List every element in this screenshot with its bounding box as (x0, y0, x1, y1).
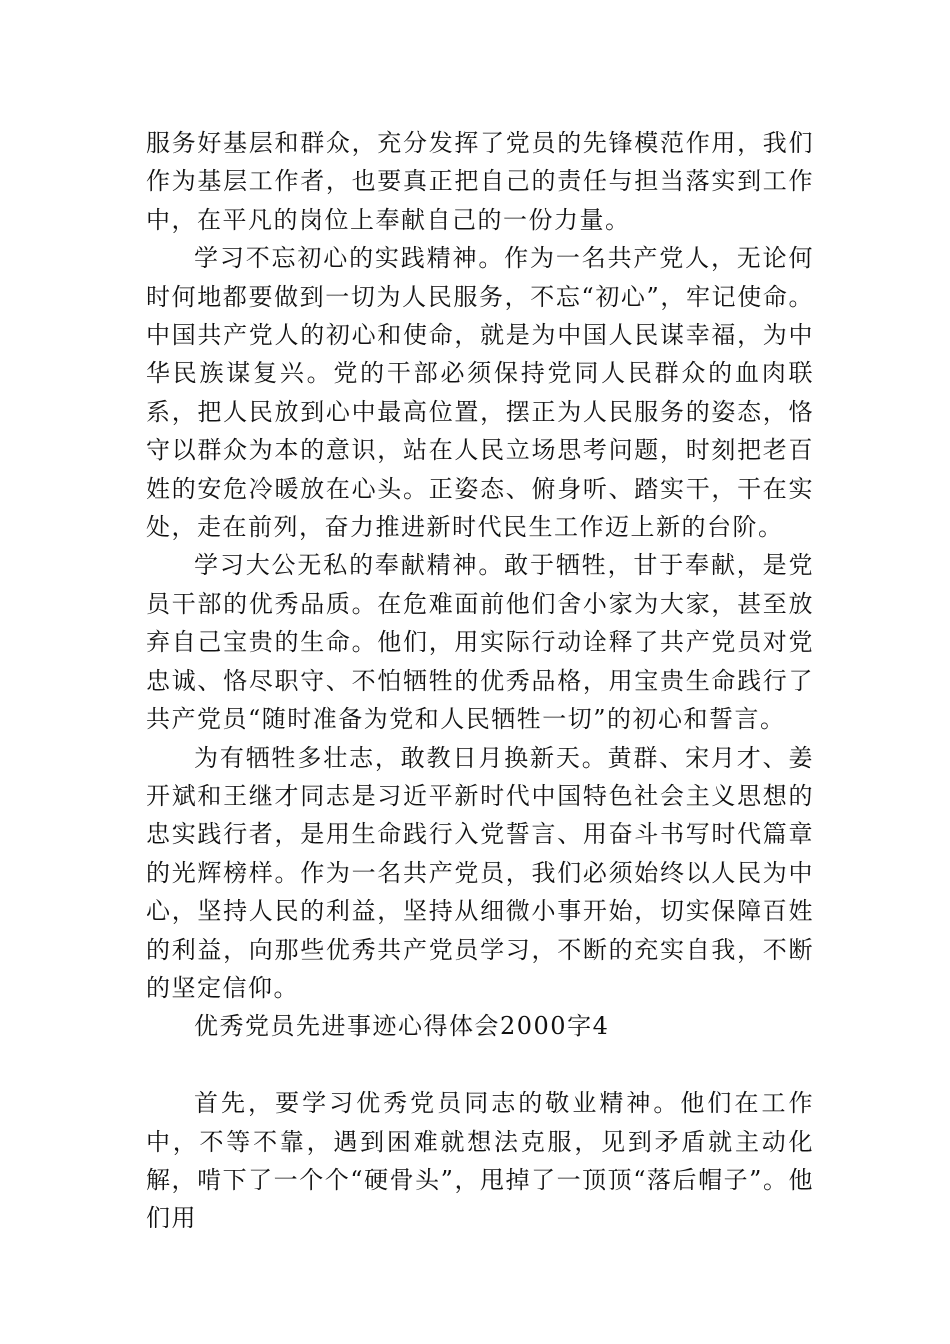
paragraph-5: 首先，要学习优秀党员同志的敬业精神。他们在工作中，不等不靠，遇到困难就想法克服，见到矛盾就主动化解，啃下了一个个“硬骨头”，甩掉了一顶顶“落后帽子”。他们用 (146, 1089, 814, 1233)
paragraph-3: 学习大公无私的奉献精神。敢于牺牲，甘于奉献，是党员干部的优秀品质。在危难面前他们舍小家为大家，甚至放弃自己宝贵的生命。他们，用实际行动诠释了共产党员对党忠诚、恪尽职守、不怕牺牲的优秀品格，用宝贵生命践行了共产党员“随时准备为党和人民牺牲一切”的初心和誓言。 (146, 551, 814, 734)
section-heading: 优秀党员先进事迹心得体会2000字4 (194, 1012, 610, 1041)
paragraph-2: 学习不忘初心的实践精神。作为一名共产党人，无论何时何地都要做到一切为人民服务，不忘“初心”，牢记使命。中国共产党人的初心和使命，就是为中国人民谋幸福，为中华民族谋复兴。党的干部必须保持党同人民群众的血肉联系，把人民放到心中最高位置，摆正为人民服务的姿态，恪守以群众为本的意识，站在人民立场思考问题，时刻把老百姓的安危冷暖放在心头。正姿态、俯身听、踏实干，干在实处，走在前列，奋力推进新时代民生工作迈上新的台阶。 (146, 244, 814, 542)
document-page (146, 124, 814, 1238)
paragraph-4: 为有牺牲多壮志，敢教日月换新天。黄群、宋月才、姜开斌和王继才同志是习近平新时代中国特色社会主义思想的忠实践行者，是用生命践行入党誓言、用奋斗书写时代篇章的光辉榜样。作为一名共产党员，我们必须始终以人民为中心，坚持人民的利益，坚持从细微小事开始，切实保障百姓的利益，向那些优秀共产党员学习，不断的充实自我，不断的坚定信仰。 (146, 743, 814, 1002)
paragraph-1: 服务好基层和群众，充分发挥了党员的先锋模范作用，我们作为基层工作者，也要真正把自己的责任与担当落实到工作中，在平凡的岗位上奉献自己的一份力量。 (146, 129, 814, 234)
blank-line (146, 1046, 814, 1084)
